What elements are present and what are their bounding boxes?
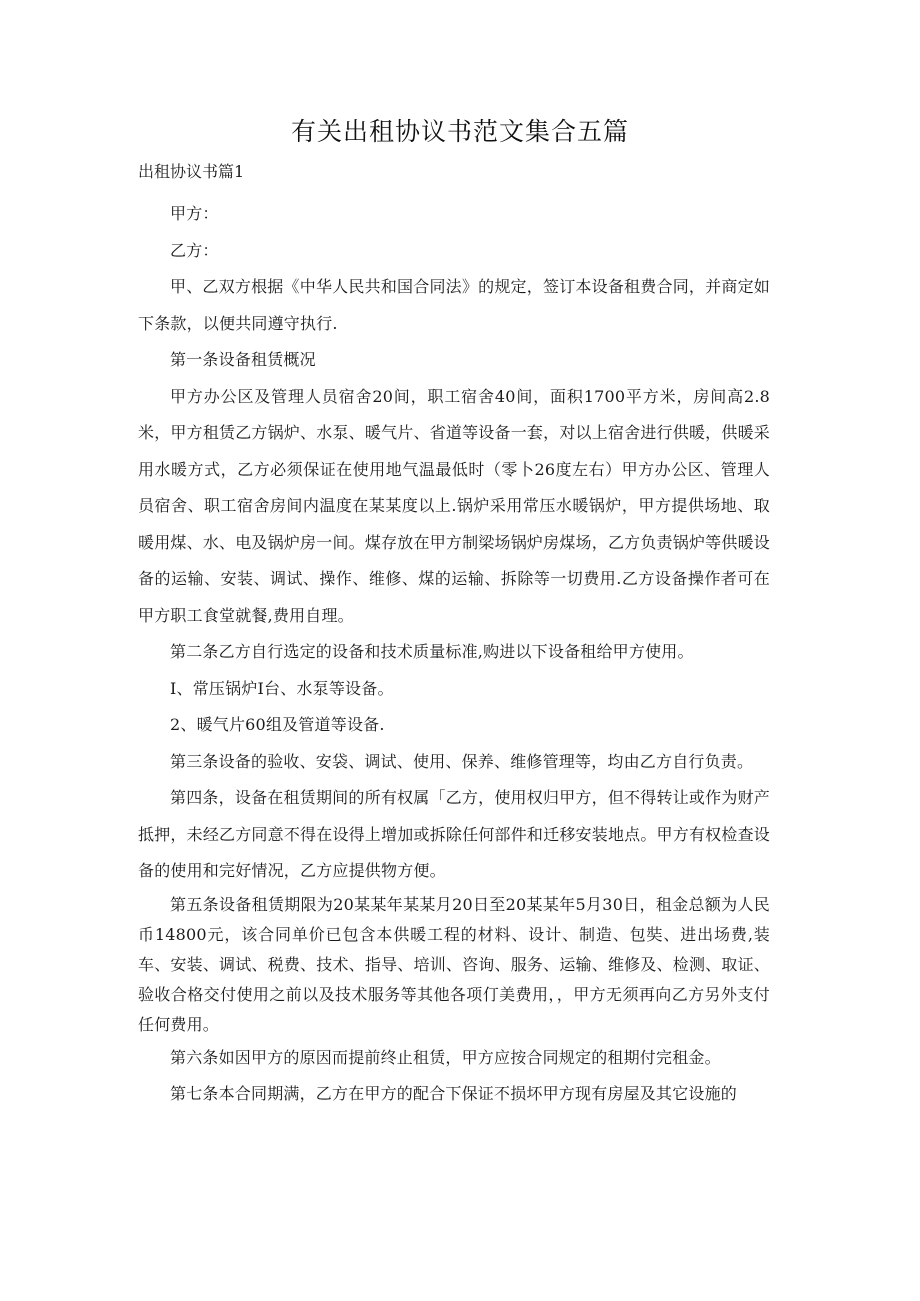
article-3-paragraph: 第三条设备的验收、安袋、调试、使用、保养、维修管理等，均由乙方自行负责。 xyxy=(170,751,754,771)
article-6-paragraph: 第六条如因甲方的原因而提前终止租赁，甲方应按合同规定的租期付完租金。 xyxy=(170,1047,721,1067)
equipment-item-1: I、常压锅炉I台、水泵等设备。 xyxy=(170,678,394,698)
party-a-line: 甲方： xyxy=(170,204,219,223)
article-5-paragraph: 第五条设备租赁期限为20某某年某某月20日至20某某年5月30日，租金总额为人民币14800元，该合同单价已包含本供暖工程的材料、设计、制造、包奘、进出场费,装车、安装、调试、税费、技术、指导、培训、咨询、服务、运输、维修及、检测、取证、验收合格交付使用之前以及技术服务等其他各项仃美费用，，甲方无须再向乙方另外支付任何费用。 xyxy=(138,894,770,1034)
preamble-paragraph: 甲、乙双方根据《中华人民共和国合同法》的规定，签订本设备租费合同，并商定如下条款，以便共同遵守执行. xyxy=(138,277,770,333)
article-1-heading: 第一条设备租赁概况 xyxy=(170,350,316,369)
article-4-paragraph: 第四条，设备在租赁期间的所有权属「乙方，使用权归甲方，但不得转让或作为财产抵押，未经乙方同意不得在设得上增加或拆除任何部件和迁移安装地点。甲方有权检查设备的使用和完好情况，乙方应提供物方便。 xyxy=(138,788,770,880)
article-7-paragraph: 第七条本合同期满，乙方在甲方的配合下保证不损坏甲方现有房屋及其它设施的 xyxy=(170,1084,738,1103)
document-body xyxy=(138,196,770,1113)
document-title: 有关出租协议书范文集合五篇 xyxy=(290,117,629,146)
equipment-item-2: 2、暖气片60组及管道等设备. xyxy=(170,715,385,734)
article-2-paragraph: 第二条乙方自行选定的设备和技术质量标准,购进以下设备租给甲方使用。 xyxy=(170,642,694,661)
section-heading: 出租协议书篇1 xyxy=(138,162,245,181)
article-1-paragraph: 甲方办公区及管理人员宿舍20间，职工宿舍40间，面积1700平方米，房间高2.8米，甲方租赁乙方锅炉、水泵、暖气片、省道等设备一套，对以上宿舍进行供暖，供暖采用水暖方式，乙方必须保证在使用地气温最低时（零卜26度左右）甲方办公区、管理人员宿舍、职工宿舍房间内温度在某某度以上.锅炉采用常压水暖锅炉，甲方提供场地、取暖用煤、水、电及锅炉房一间。煤存放在甲方制梁场锅炉房煤场，乙方负责锅炉等供暖设备的运输、安装、调试、操作、维修、煤的运输、拆除等一切费用.乙方设备操作者可在甲方职工食堂就餐,费用自理。 xyxy=(138,386,770,625)
party-b-line: 乙方： xyxy=(170,240,219,260)
